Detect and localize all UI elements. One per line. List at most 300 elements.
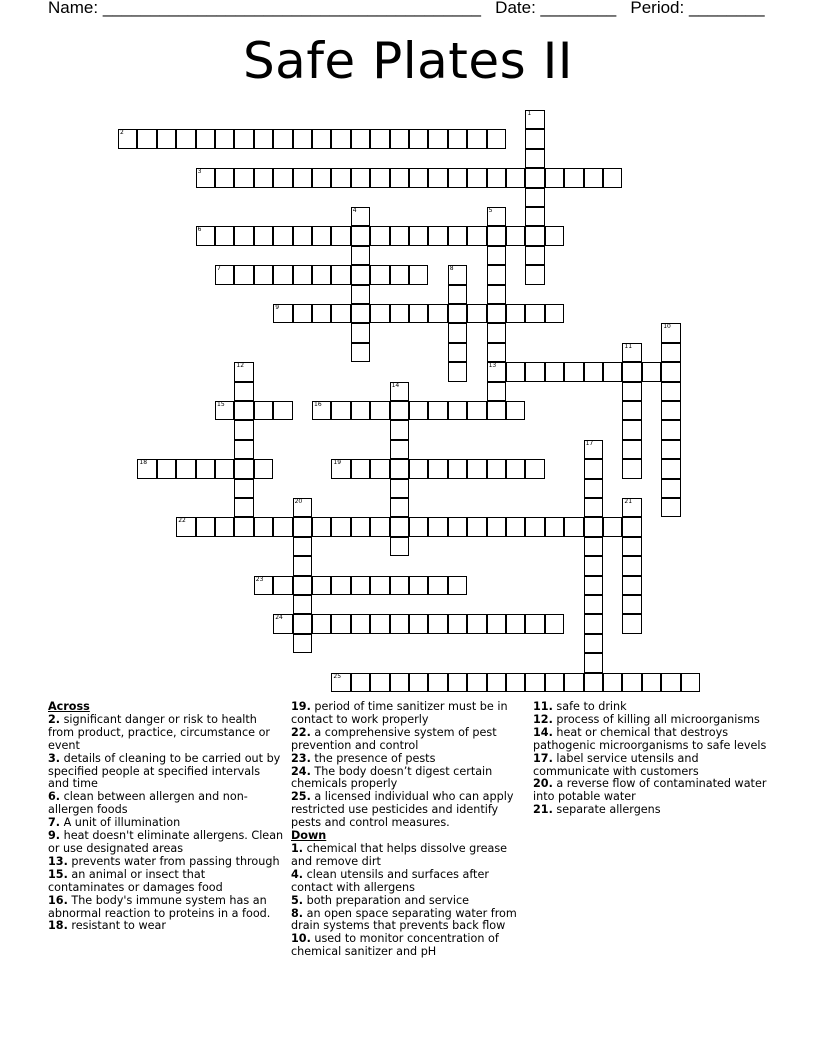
grid-cell[interactable] bbox=[234, 226, 253, 245]
grid-cell[interactable] bbox=[622, 401, 641, 420]
clue-item-number: 25. bbox=[291, 790, 311, 804]
grid-cell[interactable] bbox=[293, 595, 312, 614]
grid-cell[interactable] bbox=[487, 323, 506, 342]
grid-cell[interactable] bbox=[273, 614, 292, 633]
grid-cell[interactable] bbox=[331, 226, 350, 245]
grid-cell[interactable] bbox=[234, 265, 253, 284]
grid-cell[interactable] bbox=[487, 382, 506, 401]
grid-cell[interactable] bbox=[409, 459, 428, 478]
grid-cell[interactable] bbox=[176, 129, 195, 148]
grid-cell[interactable] bbox=[428, 673, 447, 692]
grid-cell[interactable] bbox=[584, 614, 603, 633]
grid-cell[interactable] bbox=[467, 168, 486, 187]
grid-cell[interactable] bbox=[351, 168, 370, 187]
grid-cell[interactable] bbox=[487, 129, 506, 148]
grid-cell[interactable] bbox=[487, 459, 506, 478]
period-label: Period: bbox=[630, 0, 685, 17]
grid-cell[interactable] bbox=[370, 576, 389, 595]
clue-item-number: 10. bbox=[291, 932, 311, 946]
grid-cell[interactable] bbox=[390, 265, 409, 284]
grid-cell[interactable] bbox=[234, 401, 253, 420]
grid-cell[interactable] bbox=[234, 479, 253, 498]
grid-cell[interactable] bbox=[390, 479, 409, 498]
grid-cell[interactable] bbox=[215, 265, 234, 284]
grid-cell[interactable] bbox=[487, 304, 506, 323]
grid-cell[interactable] bbox=[293, 129, 312, 148]
grid-cell[interactable] bbox=[487, 614, 506, 633]
grid-cell[interactable] bbox=[390, 459, 409, 478]
clue-item-number: 3. bbox=[48, 751, 61, 765]
grid-cell[interactable] bbox=[254, 401, 273, 420]
grid-cell[interactable] bbox=[448, 614, 467, 633]
grid-cell[interactable] bbox=[525, 265, 544, 284]
grid-cell[interactable] bbox=[409, 265, 428, 284]
grid-cell[interactable] bbox=[584, 362, 603, 381]
clue-item-text: a comprehensive system of pest prevention and control bbox=[291, 725, 497, 752]
grid-cell[interactable] bbox=[331, 576, 350, 595]
grid-cell[interactable] bbox=[487, 343, 506, 362]
clue-item-text: a licensed individual who can apply restricted use pesticides and identify pests and control measures. bbox=[291, 790, 514, 830]
grid-cell[interactable] bbox=[312, 401, 331, 420]
grid-cell[interactable] bbox=[506, 401, 525, 420]
grid-cell[interactable] bbox=[409, 673, 428, 692]
grid-cell[interactable] bbox=[331, 673, 350, 692]
grid-cell[interactable] bbox=[351, 614, 370, 633]
grid-cell[interactable] bbox=[487, 673, 506, 692]
grid-cell[interactable] bbox=[390, 168, 409, 187]
clue-item-text: A unit of illumination bbox=[60, 816, 181, 830]
grid-cell[interactable] bbox=[681, 673, 700, 692]
grid-cell[interactable] bbox=[487, 401, 506, 420]
grid-cell[interactable] bbox=[506, 362, 525, 381]
grid-cell[interactable] bbox=[312, 517, 331, 536]
clue-number: 10 bbox=[663, 323, 671, 331]
grid-cell[interactable] bbox=[215, 129, 234, 148]
grid-cell[interactable] bbox=[603, 517, 622, 536]
grid-cell[interactable] bbox=[506, 459, 525, 478]
grid-cell[interactable] bbox=[487, 517, 506, 536]
grid-cell[interactable] bbox=[312, 304, 331, 323]
grid-cell[interactable] bbox=[487, 226, 506, 245]
clue-item-number: 23. bbox=[291, 751, 311, 765]
grid-cell[interactable] bbox=[467, 459, 486, 478]
grid-cell[interactable] bbox=[196, 129, 215, 148]
grid-cell[interactable] bbox=[176, 517, 195, 536]
grid-cell[interactable] bbox=[661, 498, 680, 517]
grid-cell[interactable] bbox=[622, 362, 641, 381]
grid-cell[interactable] bbox=[409, 226, 428, 245]
grid-cell[interactable] bbox=[584, 479, 603, 498]
grid-cell[interactable] bbox=[234, 362, 253, 381]
grid-cell[interactable] bbox=[331, 304, 350, 323]
grid-cell[interactable] bbox=[467, 304, 486, 323]
grid-cell[interactable] bbox=[487, 265, 506, 284]
grid-cell[interactable] bbox=[273, 576, 292, 595]
grid-cell[interactable] bbox=[487, 285, 506, 304]
grid-cell[interactable] bbox=[525, 459, 544, 478]
grid-cell[interactable] bbox=[409, 517, 428, 536]
grid-cell[interactable] bbox=[351, 226, 370, 245]
clue-item-text: period of time sanitizer must be in contact to work properly bbox=[291, 700, 508, 726]
clue-item bbox=[291, 869, 527, 895]
grid-cell[interactable] bbox=[525, 207, 544, 226]
grid-cell[interactable] bbox=[351, 343, 370, 362]
grid-cell[interactable] bbox=[118, 129, 137, 148]
clue-item bbox=[48, 869, 284, 895]
grid-cell[interactable] bbox=[293, 556, 312, 575]
grid-cell[interactable] bbox=[293, 517, 312, 536]
grid-cell[interactable] bbox=[254, 129, 273, 148]
grid-cell[interactable] bbox=[448, 459, 467, 478]
grid-cell[interactable] bbox=[564, 168, 583, 187]
grid-cell[interactable] bbox=[351, 285, 370, 304]
grid-cell[interactable] bbox=[312, 265, 331, 284]
grid-cell[interactable] bbox=[448, 401, 467, 420]
grid-cell[interactable] bbox=[622, 673, 641, 692]
grid-cell[interactable] bbox=[409, 401, 428, 420]
grid-cell[interactable] bbox=[622, 537, 641, 556]
grid-cell[interactable] bbox=[196, 459, 215, 478]
grid-cell[interactable] bbox=[525, 304, 544, 323]
grid-cell[interactable] bbox=[525, 110, 544, 129]
grid-cell[interactable] bbox=[448, 673, 467, 692]
grid-cell[interactable] bbox=[370, 517, 389, 536]
grid-cell[interactable] bbox=[584, 168, 603, 187]
grid-cell[interactable] bbox=[234, 129, 253, 148]
grid-cell[interactable] bbox=[370, 614, 389, 633]
grid-cell[interactable] bbox=[525, 226, 544, 245]
grid-cell[interactable] bbox=[525, 614, 544, 633]
grid-cell[interactable] bbox=[467, 614, 486, 633]
grid-cell[interactable] bbox=[584, 537, 603, 556]
grid-cell[interactable] bbox=[331, 459, 350, 478]
grid-cell[interactable] bbox=[331, 168, 350, 187]
grid-cell[interactable] bbox=[351, 246, 370, 265]
grid-cell[interactable] bbox=[448, 362, 467, 381]
grid-cell[interactable] bbox=[584, 459, 603, 478]
grid-cell[interactable] bbox=[622, 343, 641, 362]
grid-cell[interactable] bbox=[234, 168, 253, 187]
grid-cell[interactable] bbox=[351, 459, 370, 478]
grid-cell[interactable] bbox=[428, 304, 447, 323]
grid-cell[interactable] bbox=[390, 226, 409, 245]
grid-cell[interactable] bbox=[234, 420, 253, 439]
grid-cell[interactable] bbox=[525, 188, 544, 207]
grid-cell[interactable] bbox=[390, 537, 409, 556]
clue-number: 21 bbox=[624, 498, 633, 505]
grid-cell[interactable] bbox=[176, 459, 195, 478]
grid-cell[interactable] bbox=[428, 226, 447, 245]
grid-cell[interactable] bbox=[409, 129, 428, 148]
grid-cell[interactable] bbox=[409, 168, 428, 187]
grid-cell[interactable] bbox=[584, 576, 603, 595]
grid-cell[interactable] bbox=[487, 207, 506, 226]
grid-cell[interactable] bbox=[448, 517, 467, 536]
grid-cell[interactable] bbox=[254, 265, 273, 284]
grid-cell[interactable] bbox=[584, 653, 603, 672]
grid-cell[interactable] bbox=[390, 614, 409, 633]
grid-cell[interactable] bbox=[215, 168, 234, 187]
grid-cell[interactable] bbox=[525, 168, 544, 187]
grid-cell[interactable] bbox=[196, 168, 215, 187]
grid-cell[interactable] bbox=[390, 498, 409, 517]
grid-cell[interactable] bbox=[351, 129, 370, 148]
grid-cell[interactable] bbox=[642, 362, 661, 381]
grid-cell[interactable] bbox=[487, 168, 506, 187]
grid-cell[interactable] bbox=[545, 362, 564, 381]
grid-cell[interactable] bbox=[234, 517, 253, 536]
grid-cell[interactable] bbox=[525, 362, 544, 381]
grid-cell[interactable] bbox=[506, 304, 525, 323]
clue-number: 18 bbox=[139, 459, 148, 467]
grid-cell[interactable] bbox=[351, 265, 370, 284]
grid-cell[interactable] bbox=[545, 614, 564, 633]
grid-cell[interactable] bbox=[448, 168, 467, 187]
grid-cell[interactable] bbox=[351, 401, 370, 420]
grid-cell[interactable] bbox=[525, 129, 544, 148]
grid-cell[interactable] bbox=[584, 673, 603, 692]
clue-item-text: process of killing all microorganisms bbox=[552, 712, 760, 726]
clue-item-text: heat doesn't eliminate allergens. Clean or use designated areas bbox=[48, 829, 284, 855]
grid-cell[interactable] bbox=[254, 576, 273, 595]
grid-cell[interactable] bbox=[254, 517, 273, 536]
grid-cell[interactable] bbox=[254, 168, 273, 187]
grid-cell[interactable] bbox=[293, 614, 312, 633]
grid-cell[interactable] bbox=[584, 498, 603, 517]
grid-cell[interactable] bbox=[467, 673, 486, 692]
grid-cell[interactable] bbox=[545, 517, 564, 536]
grid-cell[interactable] bbox=[448, 265, 467, 284]
grid-cell[interactable] bbox=[428, 129, 447, 148]
grid-cell[interactable] bbox=[273, 401, 292, 420]
grid-cell[interactable] bbox=[448, 285, 467, 304]
grid-cell[interactable] bbox=[622, 576, 641, 595]
grid-cell[interactable] bbox=[370, 168, 389, 187]
grid-cell[interactable] bbox=[273, 265, 292, 284]
grid-cell[interactable] bbox=[506, 614, 525, 633]
grid-cell[interactable] bbox=[506, 673, 525, 692]
grid-cell[interactable] bbox=[351, 673, 370, 692]
grid-cell[interactable] bbox=[390, 440, 409, 459]
grid-cell[interactable] bbox=[234, 459, 253, 478]
grid-cell[interactable] bbox=[428, 614, 447, 633]
grid-cell[interactable] bbox=[448, 226, 467, 245]
grid-cell[interactable] bbox=[661, 323, 680, 342]
grid-cell[interactable] bbox=[642, 673, 661, 692]
grid-cell[interactable] bbox=[351, 304, 370, 323]
grid-cell[interactable] bbox=[661, 401, 680, 420]
grid-cell[interactable] bbox=[254, 226, 273, 245]
grid-cell[interactable] bbox=[564, 673, 583, 692]
grid-cell[interactable] bbox=[661, 382, 680, 401]
date-blank[interactable]: ________ bbox=[540, 0, 617, 17]
grid-cell[interactable] bbox=[467, 226, 486, 245]
grid-cell[interactable] bbox=[196, 226, 215, 245]
grid-cell[interactable] bbox=[487, 246, 506, 265]
grid-cell[interactable] bbox=[215, 401, 234, 420]
grid-cell[interactable] bbox=[622, 420, 641, 439]
grid-cell[interactable] bbox=[525, 673, 544, 692]
grid-cell[interactable] bbox=[584, 595, 603, 614]
grid-cell[interactable] bbox=[584, 440, 603, 459]
grid-cell[interactable] bbox=[312, 129, 331, 148]
grid-cell[interactable] bbox=[467, 129, 486, 148]
grid-cell[interactable] bbox=[622, 382, 641, 401]
grid-cell[interactable] bbox=[661, 673, 680, 692]
grid-cell[interactable] bbox=[603, 673, 622, 692]
grid-cell[interactable] bbox=[293, 498, 312, 517]
clue-item-text: safe to drink bbox=[552, 700, 627, 713]
grid-cell[interactable] bbox=[273, 168, 292, 187]
clue-item-number: 16. bbox=[48, 893, 68, 907]
grid-cell[interactable] bbox=[428, 401, 447, 420]
grid-cell[interactable] bbox=[234, 382, 253, 401]
grid-cell[interactable] bbox=[603, 362, 622, 381]
grid-cell[interactable] bbox=[428, 459, 447, 478]
clue-item-number: 13. bbox=[48, 854, 68, 868]
grid-cell[interactable] bbox=[351, 576, 370, 595]
grid-cell[interactable] bbox=[564, 362, 583, 381]
name-blank[interactable]: ________________________________________ bbox=[102, 0, 481, 17]
period-blank[interactable]: ________ bbox=[688, 0, 765, 17]
grid-cell[interactable] bbox=[390, 304, 409, 323]
grid-cell[interactable] bbox=[661, 479, 680, 498]
grid-cell[interactable] bbox=[312, 576, 331, 595]
grid-cell[interactable] bbox=[661, 459, 680, 478]
grid-cell[interactable] bbox=[390, 382, 409, 401]
grid-cell[interactable] bbox=[390, 517, 409, 536]
grid-cell[interactable] bbox=[661, 420, 680, 439]
grid-cell[interactable] bbox=[331, 614, 350, 633]
grid-cell[interactable] bbox=[293, 226, 312, 245]
grid-cell[interactable] bbox=[312, 226, 331, 245]
grid-cell[interactable] bbox=[370, 401, 389, 420]
grid-cell[interactable] bbox=[351, 323, 370, 342]
grid-cell[interactable] bbox=[603, 168, 622, 187]
grid-cell[interactable] bbox=[545, 168, 564, 187]
clue-item bbox=[48, 753, 284, 792]
grid-cell[interactable] bbox=[390, 576, 409, 595]
grid-cell[interactable] bbox=[293, 537, 312, 556]
grid-cell[interactable] bbox=[622, 556, 641, 575]
grid-cell[interactable] bbox=[584, 634, 603, 653]
grid-cell[interactable] bbox=[215, 459, 234, 478]
grid-cell[interactable] bbox=[351, 517, 370, 536]
grid-cell[interactable] bbox=[234, 440, 253, 459]
grid-cell[interactable] bbox=[137, 459, 156, 478]
grid-cell[interactable] bbox=[584, 517, 603, 536]
grid-cell[interactable] bbox=[448, 576, 467, 595]
grid-cell[interactable] bbox=[467, 401, 486, 420]
grid-cell[interactable] bbox=[351, 207, 370, 226]
grid-cell[interactable] bbox=[622, 498, 641, 517]
grid-cell[interactable] bbox=[215, 517, 234, 536]
grid-cell[interactable] bbox=[254, 459, 273, 478]
grid-cell[interactable] bbox=[331, 265, 350, 284]
grid-cell[interactable] bbox=[273, 304, 292, 323]
grid-cell[interactable] bbox=[157, 459, 176, 478]
grid-cell[interactable] bbox=[137, 129, 156, 148]
grid-cell[interactable] bbox=[293, 265, 312, 284]
grid-cell[interactable] bbox=[467, 517, 486, 536]
grid-cell[interactable] bbox=[157, 129, 176, 148]
grid-cell[interactable] bbox=[661, 343, 680, 362]
grid-cell[interactable] bbox=[370, 459, 389, 478]
grid-cell[interactable] bbox=[428, 517, 447, 536]
grid-cell[interactable] bbox=[312, 614, 331, 633]
grid-cell[interactable] bbox=[545, 673, 564, 692]
grid-cell[interactable] bbox=[448, 323, 467, 342]
grid-cell[interactable] bbox=[584, 556, 603, 575]
grid-cell[interactable] bbox=[370, 265, 389, 284]
grid-cell[interactable] bbox=[448, 343, 467, 362]
grid-cell[interactable] bbox=[525, 149, 544, 168]
clue-item-number: 19. bbox=[291, 700, 311, 713]
grid-cell[interactable] bbox=[370, 226, 389, 245]
grid-cell[interactable] bbox=[622, 440, 641, 459]
grid-cell[interactable] bbox=[622, 459, 641, 478]
grid-cell[interactable] bbox=[409, 304, 428, 323]
grid-cell[interactable] bbox=[390, 401, 409, 420]
grid-cell[interactable] bbox=[428, 576, 447, 595]
grid-cell[interactable] bbox=[448, 304, 467, 323]
grid-cell[interactable] bbox=[331, 129, 350, 148]
grid-cell[interactable] bbox=[545, 226, 564, 245]
grid-cell[interactable] bbox=[331, 401, 350, 420]
grid-cell[interactable] bbox=[331, 517, 350, 536]
grid-cell[interactable] bbox=[234, 498, 253, 517]
grid-cell[interactable] bbox=[312, 168, 331, 187]
grid-cell[interactable] bbox=[390, 129, 409, 148]
grid-cell[interactable] bbox=[448, 129, 467, 148]
grid-cell[interactable] bbox=[545, 304, 564, 323]
clue-item-text: details of cleaning to be carried out by specified people at specified intervals and time bbox=[48, 751, 281, 791]
grid-cell[interactable] bbox=[273, 517, 292, 536]
grid-cell[interactable] bbox=[525, 517, 544, 536]
grid-cell[interactable] bbox=[273, 129, 292, 148]
grid-cell[interactable] bbox=[622, 517, 641, 536]
grid-cell[interactable] bbox=[525, 246, 544, 265]
clue-number: 19 bbox=[333, 459, 342, 467]
grid-cell[interactable] bbox=[506, 517, 525, 536]
clue-item-number: 18. bbox=[48, 919, 68, 933]
clue-item-text: The body doesn’t digest certain chemicals properly bbox=[291, 764, 493, 791]
grid-cell[interactable] bbox=[409, 614, 428, 633]
grid-cell[interactable] bbox=[506, 226, 525, 245]
grid-cell[interactable] bbox=[564, 517, 583, 536]
grid-cell[interactable] bbox=[370, 304, 389, 323]
grid-cell[interactable] bbox=[661, 440, 680, 459]
grid-cell[interactable] bbox=[409, 576, 428, 595]
grid-cell[interactable] bbox=[622, 595, 641, 614]
grid-cell[interactable] bbox=[661, 362, 680, 381]
grid-cell[interactable] bbox=[487, 362, 506, 381]
grid-cell[interactable] bbox=[293, 576, 312, 595]
grid-cell[interactable] bbox=[370, 129, 389, 148]
grid-cell[interactable] bbox=[390, 673, 409, 692]
grid-cell[interactable] bbox=[293, 168, 312, 187]
grid-cell[interactable] bbox=[506, 168, 525, 187]
grid-cell[interactable] bbox=[293, 304, 312, 323]
grid-cell[interactable] bbox=[390, 420, 409, 439]
grid-cell[interactable] bbox=[370, 673, 389, 692]
grid-cell[interactable] bbox=[273, 226, 292, 245]
grid-cell[interactable] bbox=[196, 517, 215, 536]
grid-cell[interactable] bbox=[215, 226, 234, 245]
grid-cell[interactable] bbox=[428, 168, 447, 187]
grid-cell[interactable] bbox=[293, 634, 312, 653]
grid-cell[interactable] bbox=[622, 614, 641, 633]
